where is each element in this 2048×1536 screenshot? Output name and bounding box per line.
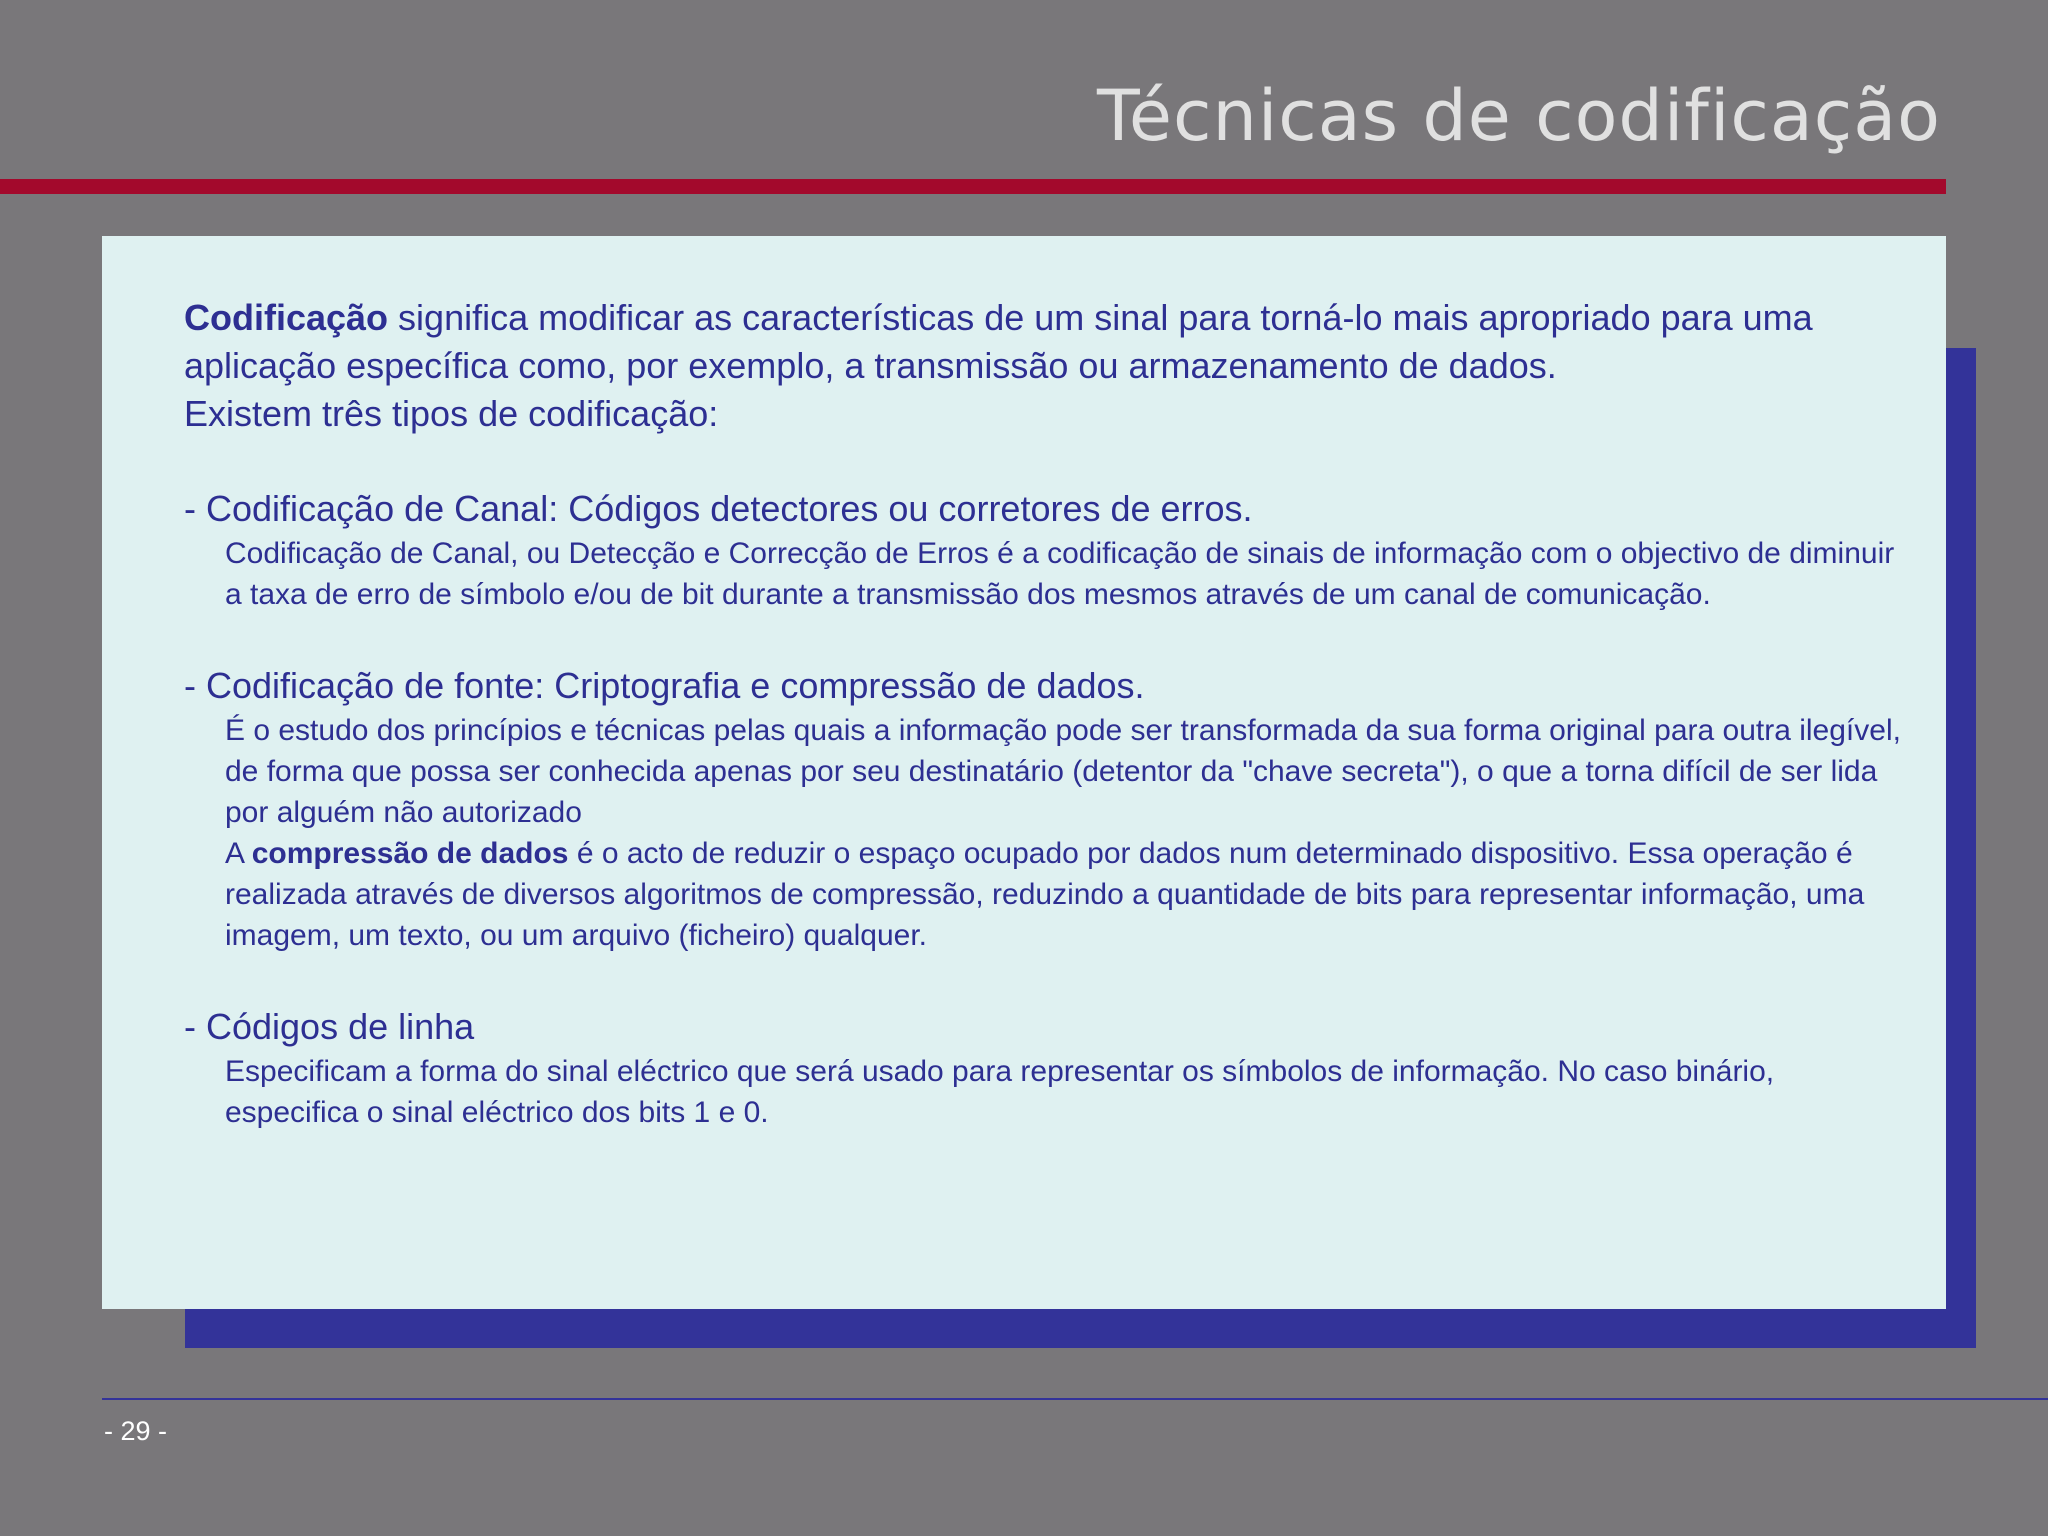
section-heading-channel: - Codificação de Canal: Códigos detectores ou corretores de erros.: [184, 488, 1253, 529]
section-heading-source: - Codificação de fonte: Criptografia e compressão de dados.: [184, 665, 1145, 706]
content-box: [102, 236, 1946, 1309]
footer-rule: [102, 1398, 2048, 1400]
page-number: - 29 -: [104, 1416, 168, 1446]
title-rule: [0, 179, 1946, 194]
section-body-channel: Codificação de Canal, ou Detecção e Correcção de Erros é a codificação de sinais de informação com o objectivo de diminuir a taxa de erro de símbolo e/ou de bit durante a transmissão dos mesmos através de um canal de comunicação.: [225, 537, 1895, 611]
section-body-cryptography: É o estudo dos princípios e técnicas pelas quais a informação pode ser transformada da sua forma original para outra ilegível, de forma que possa ser conhecida apenas por seu destinatário (detentor da "chave secreta"), o que a torna difícil de ser lida por alguém não autorizado: [225, 714, 1901, 829]
intro-paragraph: [184, 294, 1906, 390]
compression-term: compressão de dados: [251, 837, 569, 870]
types-line: Existem três tipos de codificação:: [184, 393, 719, 434]
compression-text: é o acto de reduzir o espaço ocupado por dados num determinado dispositivo. Essa operação é realizada através de diversos algoritmos de compressão, reduzindo a quantidade de bits para representar informação, uma imagem, um texto, ou um arquivo (ficheiro) qualquer.: [225, 837, 1865, 952]
section-heading-line-codes: - Códigos de linha: [184, 1006, 475, 1047]
compression-prefix: A: [225, 837, 252, 870]
intro-definition: significa modificar as características de um sinal para torná-lo mais apropriado para uma aplicação específica como, por exemplo, a transmissão ou armazenamento de dados.: [184, 297, 1813, 386]
section-body-compression: [225, 833, 1906, 956]
intro-term: Codificação: [184, 297, 389, 338]
section-body-line-codes: Especificam a forma do sinal eléctrico que será usado para representar os símbolos de informação. No caso binário, especifica o sinal eléctrico dos bits 1 e 0.: [225, 1055, 1775, 1129]
slide-title: Técnicas de codificação: [1097, 75, 1941, 157]
